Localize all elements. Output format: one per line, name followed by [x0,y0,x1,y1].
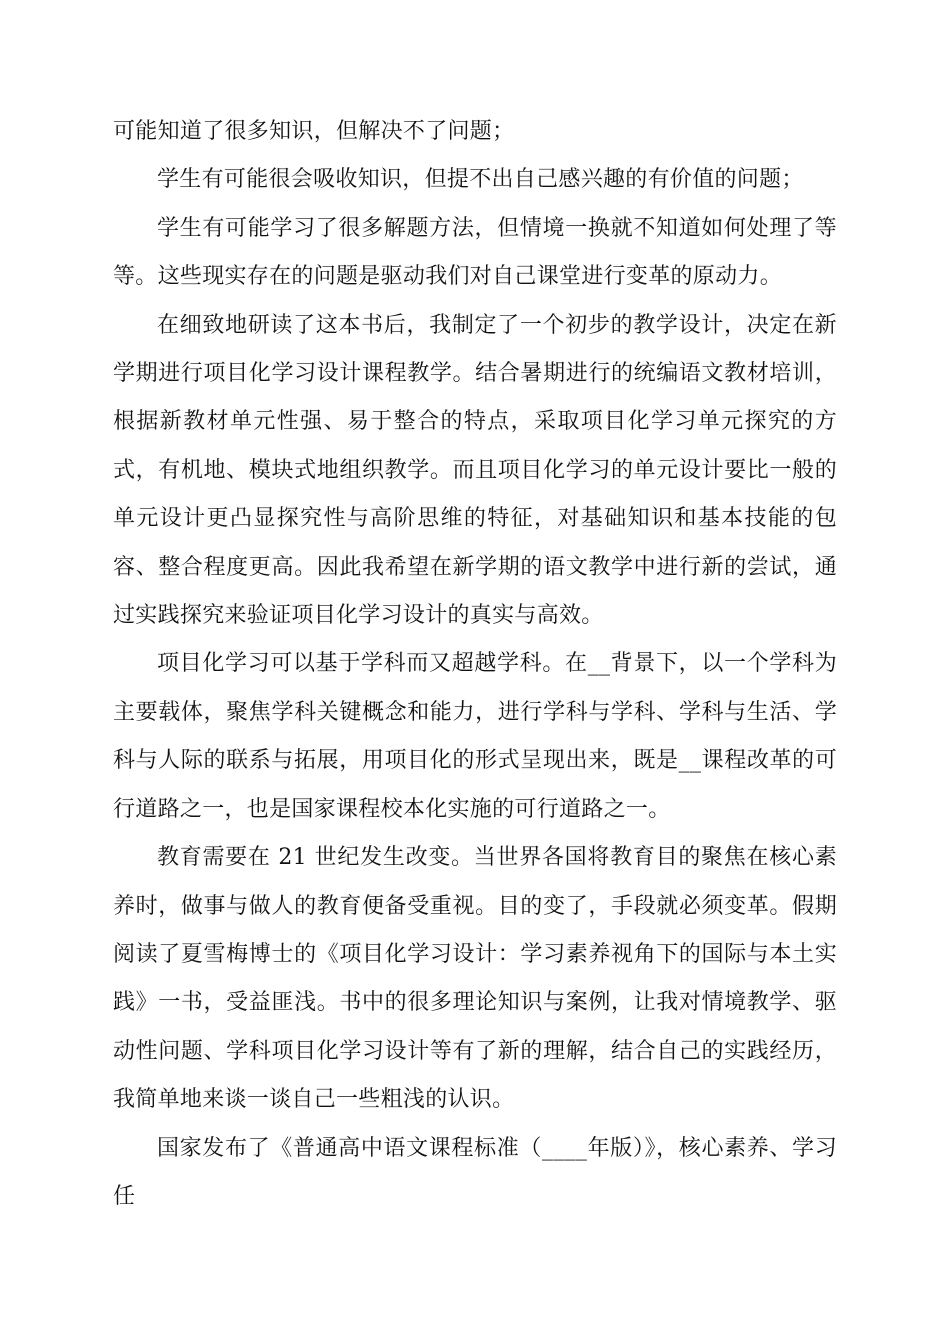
paragraph: 可能知道了很多知识，但解决不了问题； [113,119,515,144]
paragraph: 学生有可能很会吸收知识，但提不出自己感兴趣的有价值的问题； [157,167,804,193]
paragraph: 项目化学习可以基于学科而又超越学科。在__背景下，以一个学科为主要载体，聚焦学科关键概念和能力，进行学科与学科、学科与生活、学科与人际的联系与拓展，用项目化的形式呈现出来，既是__课程改革的可行道路之一，也是国家课程校本化实施的可行道路之一。 [113,651,837,822]
paragraph: 教育需要在 21 世纪发生改变。当世界各国将教育目的聚焦在核心素养时，做事与做人的教育便备受重视。目的变了，手段就必须变革。假期阅读了夏雪梅博士的《项目化学习设计：学习素养视角下的国际与本土实践》一书，受益匪浅。书中的很多理论知识与案例，让我对情境教学、驱动性问题、学科项目化学习设计等有了新的理解，结合自己的实践经历，我简单地来谈一谈自己一些粗浅的认识。 [113,845,837,1113]
paragraph: 在细致地研读了这本书后，我制定了一个初步的教学设计，决定在新学期进行项目化学习设计课程教学。结合暑期进行的统编语文教材培训，根据新教材单元性强、易于整合的特点，采取项目化学习单元探究的方式，有机地、模块式地组织教学。而且项目化学习的单元设计要比一般的单元设计更凸显探究性与高阶思维的特征，对基础知识和基本技能的包容、整合程度更高。因此我希望在新学期的语文教学中进行新的尝试，通过实践探究来验证项目化学习设计的真实与高效。 [113,312,837,629]
paragraph: 学生有可能学习了很多解题方法，但情境一换就不知道如何处理了等等。这些现实存在的问题是驱动我们对自己课堂进行变革的原动力。 [113,215,837,290]
paragraph: 国家发布了《普通高中语文课程标准（____年版）》，核心素养、学习任 [113,1135,837,1209]
body-text [113,108,837,1221]
